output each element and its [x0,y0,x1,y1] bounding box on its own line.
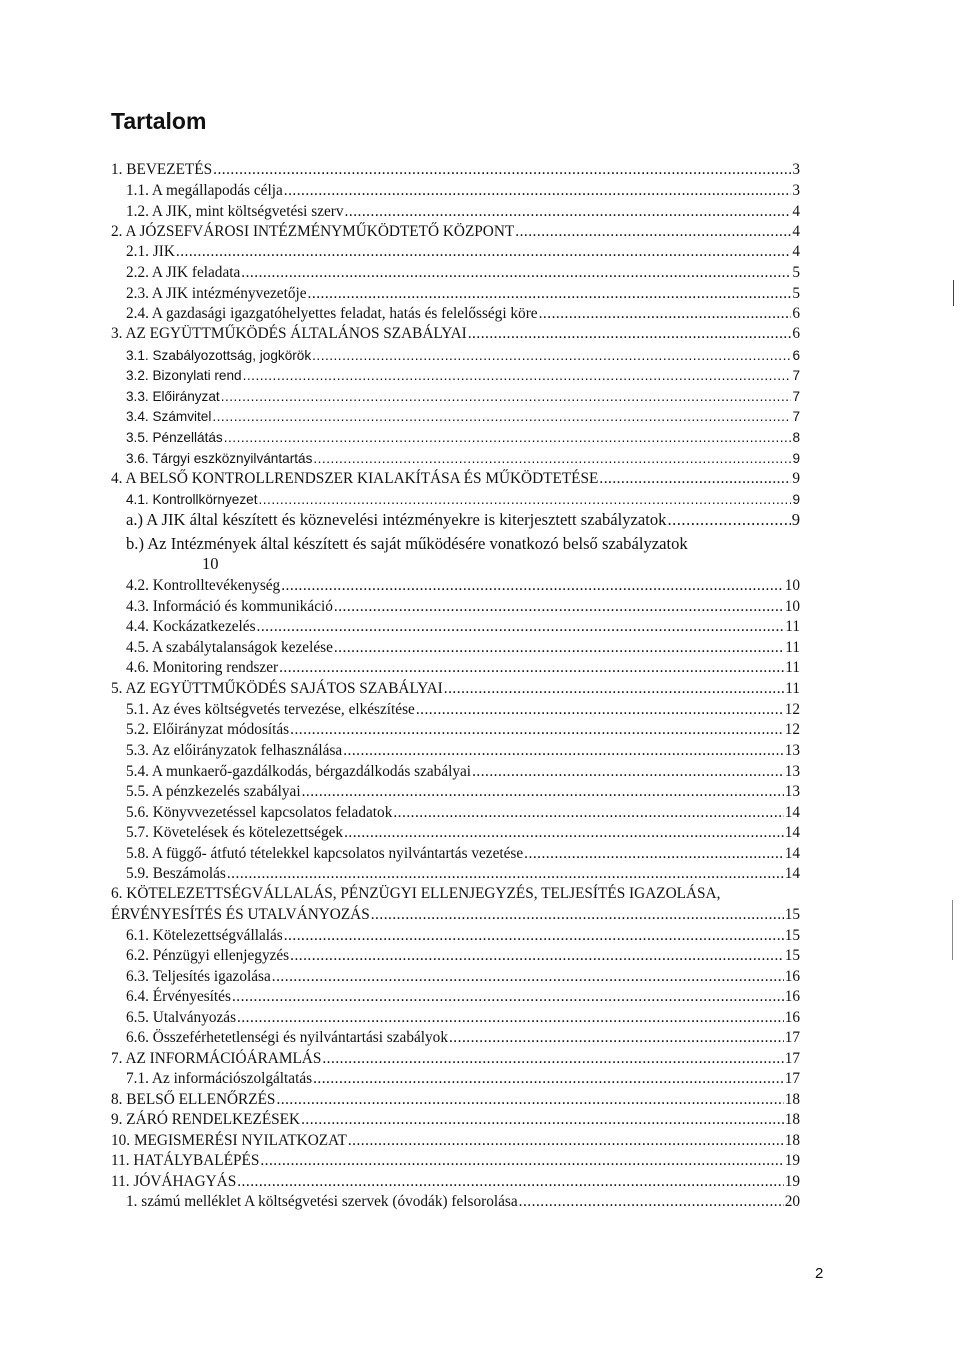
toc-entry-page: 18 [784,1111,800,1128]
toc-entry-page: 14 [784,804,800,821]
dot-leader [232,987,784,1007]
dot-leader [281,576,783,596]
dot-leader [224,428,792,448]
toc-entry-page: 15 [784,927,800,944]
dot-leader [524,844,784,864]
toc-entry-title: 4. A BELSŐ KONTROLLRENDSZER KIALAKÍTÁSA ÉS MŰKÖDTETÉSE [111,470,599,487]
toc-entry [111,1110,800,1130]
dot-leader [221,387,792,407]
toc-entry [111,160,800,180]
toc-entry-title: 1. BEVEZETÉS [111,161,213,178]
toc-entry-page: 18 [784,1091,800,1108]
dot-leader [241,263,791,283]
toc-entry-title: 2.2. A JIK feladata [126,264,241,281]
toc-entry-title: 11. JÓVÁHAGYÁS [111,1173,237,1190]
toc-entry [126,638,800,658]
dot-leader [313,1069,784,1089]
dot-leader [667,510,790,530]
scan-edge-mark [953,280,954,306]
dot-leader [322,1049,783,1069]
toc-entry [126,263,800,283]
toc-entry [111,1049,800,1069]
toc-entry-page: 9 [792,451,800,466]
toc-entry-page: 6 [792,325,800,342]
toc-entry-page: 18 [784,1132,800,1149]
toc-entry-page: 7 [792,389,800,404]
toc-entry-title: 1.2. A JIK, mint költségvetési szerv [126,203,344,220]
toc-entry-title: 5.2. Előirányzat módosítás [126,721,290,738]
dot-leader [290,946,784,966]
toc-entry-title: 6.2. Pénzügyi ellenjegyzés [126,947,290,964]
toc-entry-title: 5.7. Követelések és kötelezettségek [126,824,344,841]
toc-entry-title: 3.6. Tárgyi eszköznyilvántartás [126,451,313,466]
toc-entry-page: 9 [791,510,800,529]
dot-leader [237,1008,784,1028]
toc-entry [126,987,800,1007]
dot-leader [348,1131,784,1151]
dot-leader [472,762,784,782]
toc-entry-title: b.) Az Intézmények által készített és saját működésére vonatkozó belső szabályzatok [126,534,688,553]
toc-entry [111,1090,800,1110]
toc-entry-page: 16 [784,988,800,1005]
dot-leader [212,407,791,427]
dot-leader [257,617,785,637]
toc-entry-title: 5.4. A munkaerő-gazdálkodás, bérgazdálkodás szabályai [126,763,472,780]
toc-entry [126,242,800,262]
toc-entry-title: 4.3. Információ és kommunikáció [126,598,333,615]
toc-entry-title: 7. AZ INFORMÁCIÓÁRAMLÁS [111,1050,322,1067]
dot-leader [260,1151,783,1171]
toc-entry-title: 6.6. Összeférhetetlenségi és nyilvántartási szabályok [126,1029,448,1046]
dot-leader [334,638,784,658]
dot-leader [272,967,784,987]
toc-entry [111,679,800,699]
toc-entry [126,202,800,222]
toc-entry [126,490,800,510]
toc-entry-title: 2.1. JIK [126,243,175,260]
toc-entry-page: 15 [784,947,800,964]
toc-entry-page: 19 [784,1152,800,1169]
toc-entry-title: 1. számú melléklet A költségvetési szervek (óvodák) felsorolása [126,1193,518,1210]
toc-entry [111,469,800,489]
dot-leader [243,366,792,386]
toc-entry-title: 10. MEGISMERÉSI NYILATKOZAT [111,1132,347,1149]
toc-entry-title: 3.3. Előirányzat [126,389,220,404]
dot-leader [515,222,791,242]
toc-entry-page: 4 [792,243,800,260]
toc-entry-page: 4 [792,223,800,240]
toc-entry-title: 4.6. Monitoring rendszer [126,659,279,676]
toc-entry-title: a.) A JIK által készített és köznevelési intézményekre is kiterjesztett szabályzatok [126,510,667,529]
toc-entry-title: 3.5. Pénzellátás [126,430,223,445]
toc-entry [126,387,800,407]
toc-entry-page: 5 [792,264,800,281]
dot-leader [468,324,792,344]
toc-entry [111,905,800,925]
toc-entry-title: 5.9. Beszámolás [126,865,226,882]
dot-leader [312,346,791,366]
toc-entry [126,407,800,427]
dot-leader [539,304,792,324]
toc-entry-page: 19 [784,1173,800,1190]
toc-entry-page: 14 [784,824,800,841]
toc-entry [126,803,800,823]
dot-leader [276,1090,783,1110]
toc-entry [126,946,800,966]
toc-entry [126,366,800,386]
toc-entry [126,762,800,782]
toc-entry-page: 15 [784,906,800,923]
toc-entry-title: 2.3. A JIK intézményvezetője [126,285,307,302]
toc-entry-page: 14 [784,865,800,882]
toc-entry-title: 5.1. Az éves költségvetés tervezése, elkészítése [126,701,415,718]
page-title: Tartalom [111,108,207,134]
dot-leader [258,490,791,510]
toc-entry [126,510,800,530]
toc-entry-title: 2.4. A gazdasági igazgatóhelyettes feladat, hatás és felelősségi köre [126,305,538,322]
toc-entry-page: 11 [785,680,800,697]
toc-entry-title: 6.4. Érvényesítés [126,988,231,1005]
toc-entry [111,884,720,904]
toc-entry-page: 5 [792,285,800,302]
toc-entry-title: 4.1. Kontrollkörnyezet [126,492,258,507]
toc-entry-page: 9 [792,492,800,507]
toc-entry-title: 5.8. A függő- átfutó tételekkel kapcsolatos nyilvántartás vezetése [126,845,524,862]
toc-entry-page: 11 [785,659,800,676]
toc-entry-title: 11. HATÁLYBALÉPÉS [111,1152,260,1169]
toc-entry-title: 5.6. Könyvvezetéssel kapcsolatos feladatok [126,804,393,821]
dot-leader [227,864,784,884]
dot-leader [519,1192,784,1212]
toc-entry-page: 13 [784,742,800,759]
toc-entry-page: 16 [784,968,800,985]
toc-entry-page: 3 [792,161,800,178]
toc-entry-title: 1.1. A megállapodás célja [126,182,283,199]
toc-entry-page: 3 [792,182,800,199]
toc-entry-page: 6 [792,305,800,322]
dot-leader [599,469,791,489]
dot-leader [176,242,791,262]
toc-entry-page: 17 [784,1050,800,1067]
toc-entry [111,1172,800,1192]
toc-entry-page: 12 [784,721,800,738]
toc-entry-page: 14 [784,845,800,862]
toc-entry-page: 13 [784,763,800,780]
dot-leader [308,284,792,304]
toc-entry-title: 3.4. Számvitel [126,409,212,424]
toc-entry-page: 7 [792,409,800,424]
toc-entry [126,181,800,201]
toc-entry [126,967,800,987]
scan-edge-mark [952,900,953,960]
dot-leader [345,202,792,222]
toc-entry [111,1131,800,1151]
toc-entry [126,864,800,884]
toc-entry [111,222,800,242]
toc-entry [126,1192,800,1212]
dot-leader [301,1110,784,1130]
toc-entry-title: 4.4. Kockázatkezelés [126,618,256,635]
toc-entry-title: 2. A JÓZSEFVÁROSI INTÉZMÉNYMŰKÖDTETŐ KÖZPONT [111,223,515,240]
toc-entry-page: 17 [784,1029,800,1046]
toc-entry-page: 8 [792,430,800,445]
dot-leader [302,782,784,802]
dot-leader [313,449,791,469]
toc-entry-page: 4 [792,203,800,220]
toc-entry-page: 13 [784,783,800,800]
toc-entry [126,782,800,802]
toc-entry-title: 8. BELSŐ ELLENŐRZÉS [111,1091,276,1108]
toc-entry [126,617,800,637]
dot-leader [393,803,783,823]
toc-entry-page: 17 [784,1070,800,1087]
toc-entry [126,741,800,761]
toc-entry [126,534,688,554]
page-number: 2 [815,1265,824,1282]
toc-entry [126,597,800,617]
toc-entry [126,720,800,740]
toc-entry [126,926,800,946]
toc-entry-page: 12 [784,701,800,718]
dot-leader [416,700,784,720]
toc-entry-title: ÉRVÉNYESÍTÉS ÉS UTALVÁNYOZÁS [111,906,370,923]
toc-entry-title: 4.2. Kontrolltevékenység [126,577,281,594]
toc-entry [126,284,800,304]
dot-leader [279,658,784,678]
toc-entry [126,823,800,843]
toc-entry-page: 20 [784,1193,800,1210]
toc-entry-title: 6.3. Teljesítés igazolása [126,968,271,985]
toc-entry-title: 3.2. Bizonylati rend [126,368,242,383]
toc-entry-title: 6.1. Kötelezettségvállalás [126,927,283,944]
toc-entry [126,844,800,864]
dot-leader [213,160,791,180]
toc-entry [126,576,800,596]
dot-leader [284,926,784,946]
dot-leader [449,1028,784,1048]
toc-entry-page: 9 [792,470,800,487]
toc-entry [126,1008,800,1028]
toc-entry-title: 5. AZ EGYÜTTMŰKÖDÉS SAJÁTOS SZABÁLYAI [111,680,443,697]
toc-entry-page: 7 [792,368,800,383]
toc-entry [126,700,800,720]
dot-leader [371,905,784,925]
toc-entry-title: 4.5. A szabálytalanságok kezelése [126,639,333,656]
dot-leader [334,597,784,617]
toc-entry-title: 5.3. Az előirányzatok felhasználása [126,742,343,759]
toc-entry-title: 3.1. Szabályozottság, jogkörök [126,348,312,363]
toc-entry-page: 10 [202,554,219,573]
dot-leader [444,679,785,699]
toc-entry-page: 11 [785,639,800,656]
toc-entry-title: 6. KÖTELEZETTSÉGVÁLLALÁS, PÉNZÜGYI ELLENJEGYZÉS, TELJESÍTÉS IGAZOLÁSA, [111,885,721,902]
toc-entry-page: 10 [784,577,800,594]
dot-leader [284,181,792,201]
toc-entry-title: 6.5. Utalványozás [126,1009,237,1026]
toc-entry [126,304,800,324]
dot-leader [343,741,784,761]
toc-entry [126,449,800,469]
toc-entry-title: 3. AZ EGYÜTTMŰKÖDÉS ÁLTALÁNOS SZABÁLYAI [111,325,467,342]
toc-entry-title: 9. ZÁRÓ RENDELKEZÉSEK [111,1111,301,1128]
toc-entry-page: 10 [784,598,800,615]
toc-entry [126,1069,800,1089]
toc-entry [126,1028,800,1048]
toc-entry-page: 16 [784,1009,800,1026]
dot-leader [290,720,784,740]
dot-leader [344,823,784,843]
toc-entry-title: 7.1. Az információszolgáltatás [126,1070,313,1087]
toc-entry [111,1151,800,1171]
toc-entry-title: 5.5. A pénzkezelés szabályai [126,783,301,800]
dot-leader [237,1172,783,1192]
toc-entry-page: 11 [785,618,800,635]
toc-entry [126,428,800,448]
toc-entry [126,658,800,678]
toc-entry [111,324,800,344]
toc-entry-page: 6 [792,348,800,363]
toc-entry [126,346,800,366]
